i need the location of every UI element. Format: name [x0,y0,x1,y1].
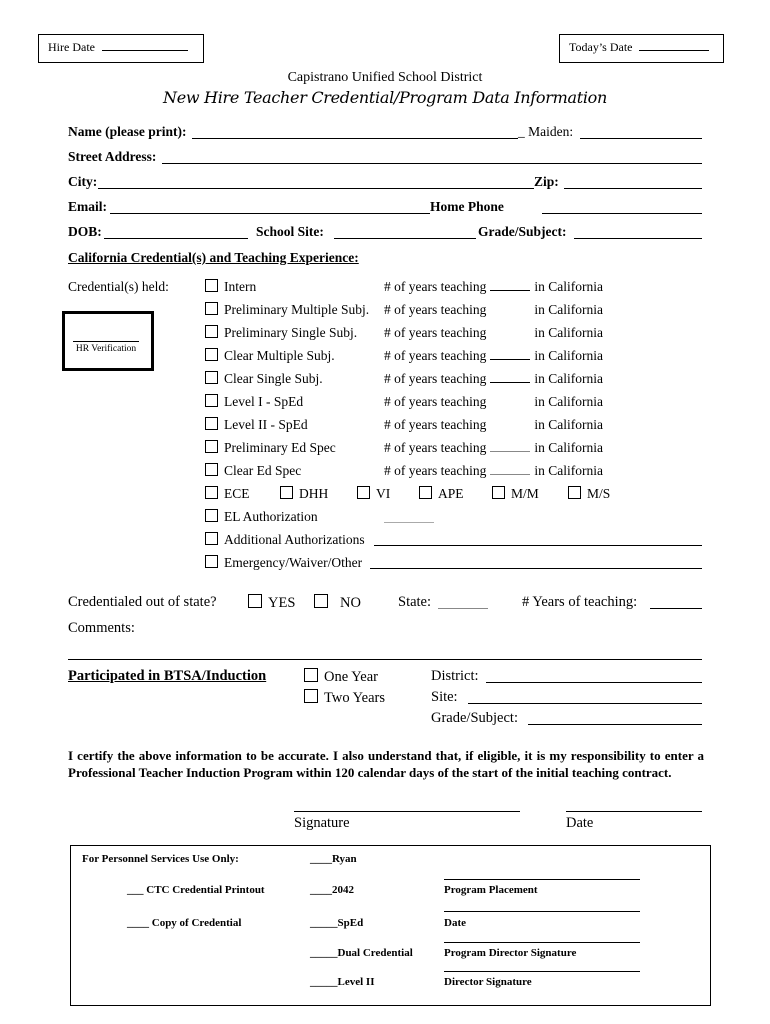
todays-date-field[interactable] [569,40,709,55]
checkbox[interactable] [304,668,318,682]
years-input-line[interactable] [490,474,530,475]
btsa-grade-subject-label: Grade/Subject: [431,710,518,726]
years-teaching-row: # of years teaching in California [384,417,603,432]
signature-line[interactable] [294,811,520,812]
code-2042-item[interactable]: ____2042 [310,884,354,896]
placement-date-line[interactable] [444,911,640,912]
option-emergency[interactable]: Emergency/Waiver/Other [205,555,362,571]
school-site-label: School Site: [256,224,324,239]
todays-date-label: Today’s Date [569,40,633,54]
email-input-line[interactable] [110,213,430,214]
hire-date-line[interactable] [102,50,188,51]
years-teaching-label: # Years of teaching: [522,594,638,610]
option-additional-authorizations[interactable]: Additional Authorizations [205,532,365,548]
checkbox[interactable] [357,486,370,499]
date-line[interactable] [566,811,702,812]
el-authorization-line[interactable] [384,522,434,523]
checkbox[interactable] [304,689,318,703]
credentials-held-label: Credential(s) held: [68,279,169,294]
years-teaching-row: # of years teaching in California [384,394,603,409]
checkbox[interactable] [205,463,218,476]
years-teaching-input-line[interactable] [650,608,702,609]
hr-verification-label: HR Verification [75,344,137,354]
years-teaching-row: # of years teaching in California [384,325,603,340]
option-mm[interactable]: M/M [492,486,539,502]
copy-of-credential[interactable]: ____ Copy of Credential [127,917,242,929]
checkbox[interactable] [568,486,581,499]
program-placement-label: Program Placement [444,884,538,896]
btsa-label: Participated in BTSA/Induction [68,668,267,684]
checkbox[interactable] [314,594,328,608]
hr-verification-line[interactable] [73,341,139,342]
checkbox[interactable] [492,486,505,499]
name-input-line[interactable] [192,138,518,139]
years-teaching-row: # of years teaching in California [384,279,603,294]
comments-input-line[interactable] [68,659,702,660]
checkbox[interactable] [205,394,218,407]
signature-label: Signature [294,815,350,831]
credential-row-clear-single[interactable]: Clear Single Subj. [205,371,323,387]
program-director-signature-line[interactable] [444,942,640,943]
todays-date-line[interactable] [639,50,709,51]
checkbox[interactable] [205,279,218,292]
director-signature-line[interactable] [444,971,640,972]
btsa-one-year[interactable]: One Year [304,668,378,686]
city-input-line[interactable] [98,188,534,189]
checkbox[interactable] [205,325,218,338]
credential-row-level2-sped[interactable]: Level II - SpEd [205,417,308,433]
zip-input-line[interactable] [564,188,702,189]
additional-authorizations-line[interactable] [374,545,702,546]
maiden-label: _ Maiden: [518,124,574,139]
out-of-state-yes[interactable]: YES [248,594,295,612]
personnel-heading: For Personnel Services Use Only: [82,853,239,865]
checkbox[interactable] [205,555,218,568]
district-name: Capistrano Unified School District [287,70,483,85]
sped-item[interactable]: _____SpEd [310,917,364,929]
checkbox[interactable] [205,532,218,545]
credential-row-level1-sped[interactable]: Level I - SpEd [205,394,303,410]
checkbox[interactable] [205,417,218,430]
years-teaching-row: # of years teaching in California [384,348,603,363]
btsa-site-line[interactable] [468,703,702,704]
years-teaching-row: # of years teaching in California [384,302,603,317]
city-label: City: [68,174,98,189]
email-label: Email: [68,199,107,214]
emergency-line[interactable] [370,568,702,569]
home-phone-label: Home Phone [430,199,504,214]
grade-subject-input-line[interactable] [574,238,702,239]
btsa-district-line[interactable] [486,682,702,683]
state-input-line[interactable] [438,608,488,609]
home-phone-input-line[interactable] [542,213,702,214]
years-input-line[interactable] [490,451,530,452]
credential-row-clear-ed-spec[interactable]: Clear Ed Spec [205,463,301,479]
name-label: Name (please print): [68,124,187,139]
director-signature-label: Director Signature [444,976,532,988]
years-input-line[interactable] [490,359,530,360]
dob-input-line[interactable] [104,238,248,239]
option-dhh[interactable]: DHH [280,486,328,502]
zip-label: Zip: [534,174,559,189]
credential-row-prelim-ed-spec[interactable]: Preliminary Ed Spec [205,440,336,456]
checkbox[interactable] [205,486,218,499]
maiden-input-line[interactable] [580,138,702,139]
checkbox[interactable] [419,486,432,499]
checkbox[interactable] [205,440,218,453]
level2-item[interactable]: _____Level II [310,976,375,988]
credential-row-prelim-single[interactable]: Preliminary Single Subj. [205,325,357,341]
btsa-district-label: District: [431,668,479,684]
out-of-state-no[interactable]: NO [314,594,361,612]
btsa-two-years[interactable]: Two Years [304,689,385,707]
state-label: State: [398,594,432,610]
school-site-input-line[interactable] [334,238,476,239]
option-ape[interactable]: APE [419,486,464,502]
option-ms[interactable]: M/S [568,486,610,502]
form-title: New Hire Teacher Credential/Program Data Information [163,88,607,107]
street-input-line[interactable] [162,163,702,164]
placement-date-label: Date [444,917,466,929]
checkbox[interactable] [205,509,218,522]
btsa-site-label: Site: [431,689,458,705]
program-director-signature-label: Program Director Signature [444,947,577,959]
btsa-grade-subject-line[interactable] [528,724,702,725]
hire-date-label: Hire Date [48,40,95,54]
option-el-authorization[interactable]: EL Authorization [205,509,318,525]
years-teaching-row: # of years teaching in California [384,440,603,455]
years-input-line[interactable] [490,290,530,291]
credentials-heading: California Credential(s) and Teaching Experience: [68,250,359,265]
credential-row-prelim-multiple[interactable]: Preliminary Multiple Subj. [205,302,369,318]
program-placement-line[interactable] [444,879,640,880]
dob-label: DOB: [68,224,102,239]
certification-text: I certify the above information to be accurate. I also understand that, if eligible, it is my responsibility to enter a Professional Teacher Induction Program within 120 calendar days of the start of the initial teaching contract. [68,748,704,780]
option-vi[interactable]: VI [357,486,390,502]
checkbox[interactable] [205,302,218,315]
checkbox[interactable] [280,486,293,499]
street-label: Street Address: [68,149,157,164]
dual-credential-item[interactable]: _____Dual Credential [310,947,413,959]
years-teaching-row: # of years teaching in California [384,371,603,386]
ryan-item[interactable]: ____Ryan [310,853,357,865]
comments-label: Comments: [68,620,135,636]
credential-row-intern[interactable]: Intern [205,279,256,295]
credential-row-clear-multiple[interactable]: Clear Multiple Subj. [205,348,335,364]
option-ece[interactable]: ECE [205,486,250,502]
hire-date-field[interactable] [48,40,188,55]
years-input-line[interactable] [490,382,530,383]
years-teaching-row: # of years teaching in California [384,463,603,478]
checkbox[interactable] [205,371,218,384]
date-label: Date [566,815,594,831]
out-of-state-label: Credentialed out of state? [68,594,217,610]
checkbox[interactable] [248,594,262,608]
ctc-printout[interactable]: ___ CTC Credential Printout [127,884,265,896]
checkbox[interactable] [205,348,218,361]
grade-subject-label: Grade/Subject: [478,224,567,239]
